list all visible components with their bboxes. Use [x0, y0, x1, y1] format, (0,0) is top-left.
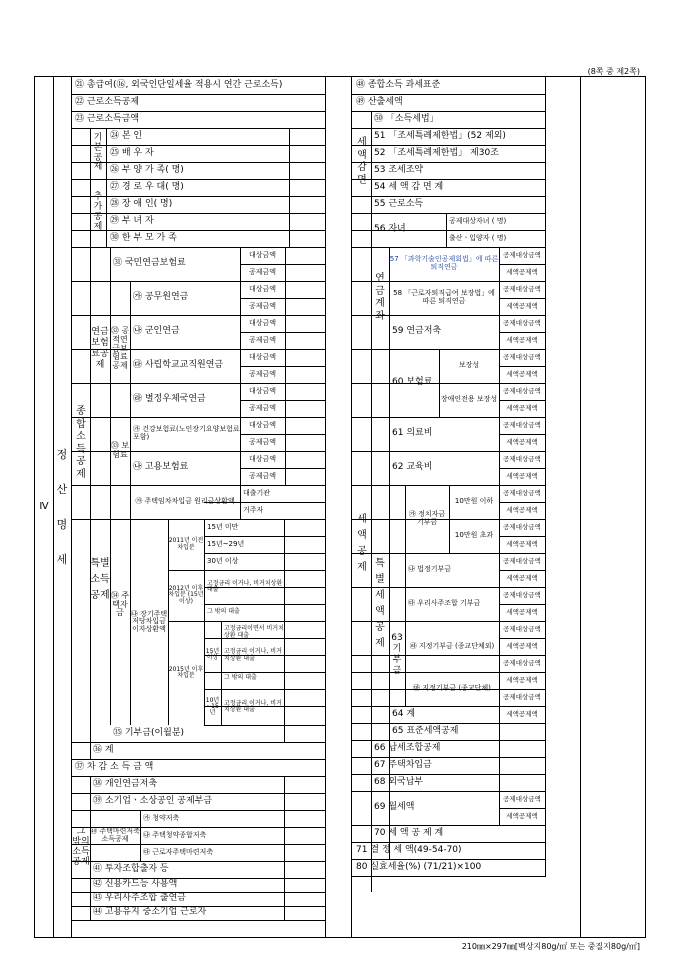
grid-line	[499, 298, 545, 299]
grid-line	[325, 77, 326, 937]
year-15over: 15년 이상	[205, 647, 220, 661]
grid-line	[71, 128, 325, 129]
grid-line	[499, 638, 545, 639]
grid-line	[499, 366, 545, 367]
grid-line	[351, 349, 545, 350]
row-64: 64 계	[392, 708, 416, 719]
grid-line	[71, 145, 325, 146]
grid-line	[499, 264, 545, 265]
credit-target-label: 공제대상금액	[503, 421, 541, 430]
credit-target-label: 공제대상금액	[503, 625, 541, 634]
grid-line	[71, 892, 325, 893]
amount-deduct-label: 공제금액	[248, 335, 277, 344]
credit-target-label: 공제대상금액	[503, 591, 541, 600]
amount-deduct-label: 공제금액	[248, 301, 277, 310]
amount-deduct-label: 공제금액	[248, 403, 277, 412]
category-basic: 기본공제	[93, 132, 103, 173]
row-32b: ㉯ 군인연금	[133, 326, 180, 337]
grid-line	[53, 77, 54, 937]
grid-line	[351, 621, 545, 622]
year-10to15: 10년 ~15년	[205, 696, 220, 717]
credit-target-label: 공제대상금액	[503, 659, 541, 668]
grid-line	[71, 793, 325, 794]
grid-line	[351, 689, 545, 690]
grid-line	[351, 842, 545, 843]
credit-target-label: 공제대상금액	[503, 285, 541, 294]
grid-line	[351, 740, 545, 741]
row-40c: ㉰ 근로자주택마련저축	[143, 847, 214, 856]
row-62: 62 교육비	[392, 462, 433, 473]
grid-line	[499, 808, 545, 809]
grid-line	[71, 451, 325, 452]
grid-line	[351, 179, 545, 180]
grid-line	[204, 725, 325, 726]
row-63a-over: 10만원 초과	[454, 531, 494, 540]
row-37: ㊲ 차 감 소 득 금 액	[75, 761, 154, 772]
grid-line	[71, 906, 325, 907]
grid-line	[71, 383, 325, 384]
row-27: ㉗ 경 로 우 대( 명)	[110, 181, 184, 192]
grid-line	[351, 145, 545, 146]
row-43: ㊸ 우리사주조합 출연금	[93, 893, 186, 904]
year-2015: 2015년 이후 차입분	[168, 665, 204, 679]
year-end-settlement-form	[34, 76, 646, 938]
grid-line	[351, 281, 545, 282]
category-pension-account: 연금계좌	[375, 273, 385, 322]
row-31: ㉛ 국민연금보험료	[113, 258, 186, 269]
row-40b: ㉯ 주택청약종합저축	[143, 830, 207, 839]
grid-line	[499, 400, 545, 401]
row-28: ㉘ 장 애 인( 명)	[110, 198, 173, 209]
credit-amount-label: 세액공제액	[506, 608, 538, 617]
row-34a: ㉮ 주택임차차입금 원리금상환액	[135, 497, 235, 506]
grid-line	[351, 655, 545, 656]
amount-target-label: 대상금액	[248, 250, 277, 259]
grid-line	[90, 128, 91, 759]
row-60: 60 보험료	[392, 377, 433, 388]
category-tax-credit: 세액공제	[357, 514, 367, 573]
row-36: ㊱ 계	[93, 744, 114, 755]
row-32a: ㉮ 공무원연금	[133, 292, 189, 303]
year-2011-over30: 30년 이상	[207, 556, 239, 565]
grid-line	[351, 213, 545, 214]
paper-spec: 210㎜×297㎜[백상지80g/㎡ 또는 중질지80g/㎡]	[461, 942, 640, 951]
grid-line	[499, 434, 545, 435]
category-mortgage: ㉯ 장기주택저당차입금이자상환액	[130, 609, 168, 633]
grid-line	[351, 706, 545, 707]
year-2012-fixed: 고정금리 이거나, 비거치상환 대출	[207, 579, 283, 593]
row-60a: 보장성	[458, 361, 480, 370]
grid-line	[499, 536, 545, 537]
grid-line	[71, 810, 325, 811]
page-indicator: (8쪽 중 제2쪽)	[587, 67, 640, 76]
grid-line	[351, 825, 545, 826]
grid-line	[110, 247, 111, 725]
grid-line	[351, 723, 545, 724]
row-65: 65 표준세액공제	[392, 725, 459, 736]
amount-target-label: 대상금액	[248, 352, 277, 361]
row-26: ㉖ 부 양 가 족( 명)	[110, 164, 184, 175]
grid-line	[204, 536, 325, 537]
row-56b: 출산ㆍ입양자 ( 명)	[449, 233, 507, 242]
amount-target-label: 대상금액	[248, 454, 277, 463]
grid-line	[240, 468, 325, 469]
grid-line	[204, 689, 325, 690]
row-63b: ㉯ 법정기부금	[408, 565, 452, 574]
grid-line	[204, 604, 325, 605]
grid-line	[351, 383, 545, 384]
grid-line	[140, 827, 325, 828]
row-51: 51 「조세특례제한법」(52 제외)	[374, 130, 506, 141]
row-57: 57 「과학기술인공제회법」에 따른 퇴직연금	[389, 255, 499, 271]
row-58: 58 「근로자퇴직급여 보장법」에 따른 퇴직연금	[393, 289, 495, 305]
year-2012-other: 그 밖의 대출	[207, 608, 240, 616]
grid-line	[71, 162, 325, 163]
row-52: 52 「조세특례제한법」 제30조	[374, 147, 499, 158]
row-54: 54 세 액 감 면 계	[374, 181, 444, 192]
grid-line	[240, 434, 325, 435]
category-housing-savings: ㊵ 주택마련저축소득공제	[90, 826, 140, 843]
row-61: 61 의료비	[392, 428, 433, 439]
credit-amount-label: 세액공제액	[506, 540, 538, 549]
grid-line	[351, 774, 545, 775]
credit-target-label: 공제대상금액	[503, 523, 541, 532]
section-title: 정 산 명 세	[56, 447, 68, 567]
row-21: ㉑ 총급여(⑯, 외국인단일세율 적용시 연간 근로소득)	[75, 79, 283, 90]
grid-line	[389, 247, 390, 349]
amount-target-label: 대상금액	[248, 284, 277, 293]
grid-line	[71, 920, 325, 921]
row-40a: ㉮ 청약저축	[143, 813, 180, 822]
row-68: 68 외국납부	[374, 776, 424, 787]
grid-line	[71, 878, 325, 879]
grid-line	[351, 128, 545, 129]
category-pension: 연금보험료공제	[91, 326, 109, 371]
category-other-deduction: 그 밖의 소득공제	[72, 827, 90, 867]
grid-line	[130, 417, 131, 725]
grid-line	[351, 111, 545, 112]
year-2011: 2011년 이전 차입분	[168, 537, 204, 551]
grid-line	[168, 570, 325, 571]
credit-amount-label: 세액공제액	[506, 336, 538, 345]
grid-line	[204, 502, 325, 503]
grid-line	[240, 332, 325, 333]
grid-line	[351, 791, 545, 792]
row-59: 59 연금저축	[392, 326, 442, 337]
amount-deduct-label: 공제금액	[248, 369, 277, 378]
credit-amount-label: 세액공제액	[506, 506, 538, 515]
row-60b: 장애인전용 보장성	[440, 395, 498, 404]
grid-line	[140, 844, 325, 845]
row-63a: ㉮ 정치자금 기부금	[408, 510, 446, 526]
credit-amount-label: 세액공제액	[506, 404, 538, 413]
grid-line	[71, 519, 325, 520]
grid-line	[71, 861, 325, 862]
credit-amount-label: 세액공제액	[506, 302, 538, 311]
grid-line	[499, 332, 545, 333]
grid-line	[71, 230, 325, 231]
year-2011-under15: 15년 미만	[207, 522, 239, 531]
grid-line	[351, 417, 545, 418]
row-49: ㊾ 산출세액	[356, 96, 403, 107]
row-39: ㊴ 소기업ㆍ소상공인 공제부금	[93, 795, 213, 806]
grid-line	[351, 757, 545, 758]
grid-line	[499, 468, 545, 469]
row-69: 69 월세액	[374, 802, 415, 813]
grid-line	[499, 570, 545, 571]
credit-amount-label: 세액공제액	[506, 370, 538, 379]
category-income-deduction: 종합소득공제	[76, 406, 86, 480]
amount-target-label: 대상금액	[248, 420, 277, 429]
grid-line	[351, 162, 545, 163]
grid-line	[71, 776, 325, 777]
row-66: 66 납세조합공제	[374, 742, 441, 753]
grid-line	[284, 776, 285, 920]
credit-target-label: 공제대상금액	[503, 455, 541, 464]
grid-line	[371, 196, 372, 892]
year-2012: 2012년 이후 차입분 (15년 이상)	[168, 585, 204, 605]
row-22: ㉒ 근로소득공제	[75, 96, 140, 107]
amount-deduct-label: 공제금액	[248, 471, 277, 480]
row-42: ㊷ 신용카드등 사용액	[93, 879, 178, 890]
grid-line	[351, 587, 545, 588]
grid-line	[221, 621, 222, 725]
credit-amount-label: 세액공제액	[506, 676, 538, 685]
row-80: 80 실효세율(%) (71/21)×100	[356, 861, 482, 872]
grid-line	[240, 366, 325, 367]
grid-line	[204, 655, 325, 656]
row-63a-under: 10만원 이하	[454, 497, 494, 506]
row-41: ㊶ 투자조합출자 등	[93, 863, 169, 874]
section-roman: Ⅳ	[39, 500, 49, 512]
grid-line	[71, 213, 325, 214]
credit-amount-label: 세액공제액	[506, 438, 538, 447]
row-30: ㉚ 한 부 모 가 족	[110, 232, 177, 243]
grid-line	[71, 742, 325, 743]
grid-line	[204, 553, 325, 554]
grid-line	[71, 77, 72, 937]
grid-line	[499, 502, 545, 503]
grid-line	[351, 247, 545, 248]
credit-target-label: 공제대상금액	[503, 557, 541, 566]
row-63e: ㉲ 지정기부금 (종교단체)	[413, 684, 491, 693]
grid-line	[389, 349, 390, 859]
row-34a-lender: 대출기관	[243, 488, 271, 497]
grid-line	[240, 298, 325, 299]
grid-line	[71, 485, 325, 486]
grid-line	[204, 638, 325, 639]
grid-line	[351, 94, 545, 95]
row-34a-resident: 거주자	[243, 505, 264, 514]
row-56a: 공제대상자녀 ( 명)	[449, 216, 507, 225]
row-71: 71 결 정 세 액(49-54-70)	[356, 844, 462, 855]
grid-line	[351, 876, 545, 877]
grid-line	[140, 810, 141, 861]
row-33b: ㉯ 고용보험료	[133, 462, 189, 473]
credit-target-label: 공제대상금액	[503, 795, 541, 804]
credit-target-label: 공제대상금액	[503, 353, 541, 362]
credit-target-label: 공제대상금액	[503, 693, 541, 702]
grid-line	[545, 77, 546, 877]
category-public-pension: ㉜ 공적연금보험료공제	[110, 326, 130, 371]
grid-line	[499, 604, 545, 605]
y10-fixed: 고정금리 이거나, 비거치상환 대출	[224, 699, 282, 713]
grid-line	[71, 196, 325, 197]
grid-line	[168, 621, 325, 622]
credit-target-label: 공제대상금액	[503, 251, 541, 260]
row-23: ㉓ 근로소득금액	[75, 113, 140, 124]
grid-line	[351, 485, 545, 486]
category-housing: ㉞ 주택자금	[110, 590, 130, 618]
row-32c: ㉰ 사립학교교직원연금	[133, 360, 224, 371]
grid-line	[351, 553, 545, 554]
credit-amount-label: 세액공제액	[506, 472, 538, 481]
grid-line	[204, 519, 205, 725]
grid-line	[351, 77, 352, 937]
grid-line	[71, 111, 325, 112]
y15-fixed-or-nongrace: 고정금리 이거나, 비거치상환 대출	[224, 648, 282, 662]
category-donation: 63 기부금	[391, 633, 403, 676]
grid-line	[351, 519, 545, 520]
category-tax-reduction: 세액감면	[357, 137, 367, 186]
row-70: 70 세 액 공 제 계	[374, 827, 444, 838]
credit-amount-label: 세액공제액	[506, 268, 538, 277]
row-50: ㊿ 「소득세법」	[374, 113, 439, 124]
amount-deduct-label: 공제금액	[248, 437, 277, 446]
amount-target-label: 대상금액	[248, 318, 277, 327]
grid-line	[71, 179, 325, 180]
credit-amount-label: 세액공제액	[506, 812, 538, 821]
credit-target-label: 공제대상금액	[503, 489, 541, 498]
y15-fixed-nongrace: 고정금리이면서 비거치상환 대출	[224, 625, 284, 639]
grid-line	[168, 519, 169, 725]
row-56: 56 자녀	[374, 224, 406, 235]
credit-amount-label: 세액공제액	[506, 710, 538, 719]
grid-line	[204, 672, 325, 673]
row-55: 55 근로소득	[374, 198, 424, 209]
grid-line	[71, 759, 325, 760]
amount-deduct-label: 공제금액	[248, 267, 277, 276]
grid-line	[71, 94, 325, 95]
row-25: ㉕ 배 우 자	[110, 147, 154, 158]
row-63c: ㉰ 우리사주조합 기부금	[408, 599, 481, 608]
y15-other: 그 밖의 대출	[224, 673, 257, 681]
category-insurance: ㉝ 보험료	[110, 441, 130, 459]
row-67: 67 주택차입금	[374, 759, 432, 770]
grid-line	[351, 196, 545, 197]
row-35: ㉟ 기부금(이월분)	[113, 727, 185, 738]
row-29: ㉙ 부 녀 자	[110, 215, 154, 226]
grid-line	[351, 451, 545, 452]
category-special-credit: 특별세액공제	[375, 558, 385, 649]
grid-line	[351, 859, 545, 860]
row-38: ㊳ 개인연금저축	[93, 778, 158, 789]
grid-line	[71, 349, 325, 350]
grid-line	[90, 776, 91, 920]
row-53: 53 조세조약	[374, 164, 424, 175]
grid-line	[71, 417, 325, 418]
row-32d: ㉱ 별정우체국연금	[133, 394, 206, 405]
credit-target-label: 공제대상금액	[503, 387, 541, 396]
grid-line	[351, 672, 545, 673]
grid-line	[71, 281, 325, 282]
grid-line	[580, 77, 581, 937]
grid-line	[240, 264, 325, 265]
grid-line	[240, 400, 325, 401]
credit-amount-label: 세액공제액	[506, 574, 538, 583]
amount-target-label: 대상금액	[248, 386, 277, 395]
grid-line	[351, 315, 545, 316]
row-63d: ㉱ 지정기부금 (종교단체외)	[409, 641, 495, 650]
row-48: ㊽ 종합소득 과세표준	[356, 79, 441, 90]
credit-target-label: 공제대상금액	[503, 319, 541, 328]
row-44: ㊹ 고용유지 중소기업 근로자	[93, 907, 207, 918]
row-24: ㉔ 본 인	[110, 130, 143, 141]
credit-amount-label: 세액공제액	[506, 642, 538, 651]
grid-line	[351, 230, 545, 231]
row-33a: ㉮ 건강보험료(노인장기요양보험료포함)	[133, 425, 240, 441]
grid-line	[71, 315, 325, 316]
grid-line	[204, 706, 325, 707]
category-extra: 추가공제	[93, 192, 103, 232]
category-special-income: 특별소득공제	[90, 557, 110, 601]
year-2011-15to29: 15년~29년	[207, 539, 245, 548]
grid-line	[71, 247, 325, 248]
grid-line	[204, 587, 325, 588]
